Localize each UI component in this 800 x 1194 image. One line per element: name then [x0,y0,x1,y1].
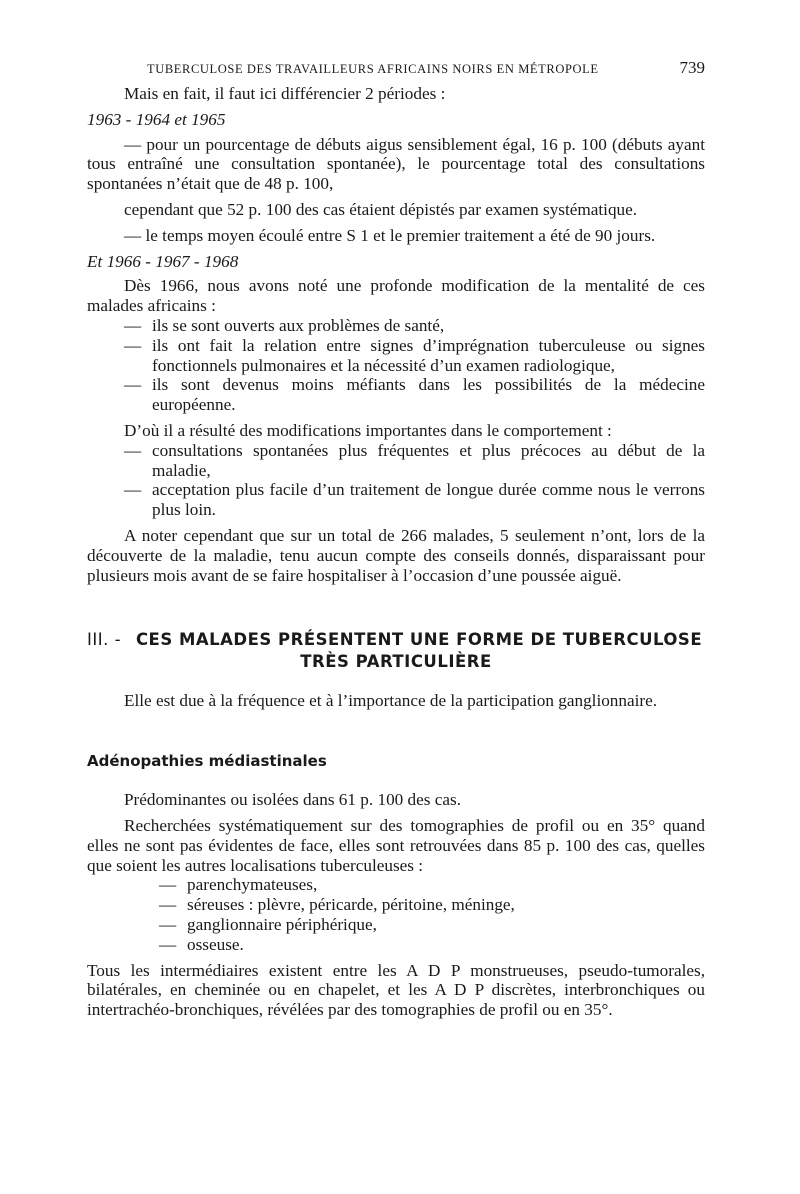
paragraph: cependant que 52 p. 100 des cas étaient dépistés par examen systématique. [124,199,638,219]
running-header [147,58,705,78]
paragraph: — le temps moyen écoulé entre S 1 et le premier traitement a été de 90 jours. [124,225,656,245]
paragraph: Tous les intermédiaires existent entre les A D P monstrueuses, pseudo-tumorales, bilatérales, en cheminée ou en chapelet, et les A D P discrètes, interbronchiques ou intertrachéo-bronchiques, révélées par des tomographies de profil ou en 35°. [87,960,705,1020]
document-page [87,58,705,1020]
paragraph: Recherchées systématiquement sur des tomographies de profil ou en 35° quand elles ne sont pas évidentes de face, elles sont retrouvées dans 85 p. 100 des cas, quelles que soient les autres localisations tuberculeuses : [87,815,705,875]
list-item: — consultations spontanées plus fréquentes et plus précoces au début de la maladie, [124,441,705,481]
page-number: 739 [679,58,705,77]
paragraph: Prédominantes ou isolées dans 61 p. 100 des cas. [124,790,462,810]
section-title-line1: CES MALADES PRÉSENTENT UNE FORME DE TUBERCULOSE [135,630,703,650]
list-item: — acceptation plus facile d’un traitement de longue durée comme nous le verrons plus loin. [124,480,705,520]
paragraph: D’où il a résulté des modifications importantes dans le comportement : [124,420,612,440]
period-heading: Et 1966 - 1967 - 1968 [87,251,239,271]
paragraph: Elle est due à la fréquence et à l’importance de la participation ganglionnaire. [124,691,658,711]
paragraph: Mais en fait, il faut ici différencier 2 périodes : [124,84,446,103]
paragraph: — pour un pourcentage de débuts aigus sensiblement égal, 16 p. 100 (débuts ayant tous entraîné une consultation spontanée), le pourcentage total des consultations spontanées n’était que de 48 p. 100, [87,134,705,194]
dash-list [87,316,705,415]
list-item: — ganglionnaire périphérique, [159,915,705,935]
list-item: — parenchymateuses, [159,875,705,895]
paragraph: A noter cependant que sur un total de 266 malades, 5 seulement n’ont, lors de la découverte de la maladie, tenu aucun compte des conseils donnés, disparaissant pour plusieurs mois avant de se faire hospitaliser à l’occasion d’une poussée aiguë. [87,525,705,585]
list-item: — ils sont devenus moins méfiants dans les possibilités de la médecine européenne. [124,375,705,415]
section-title-line2: TRÈS PARTICULIÈRE [300,652,492,672]
section-heading [87,629,705,673]
dash-list [87,441,705,520]
subsection-heading: Adénopathies médiastinales [87,752,327,771]
section-number: III. - [87,630,122,650]
period-heading: 1963 - 1964 et 1965 [87,109,226,129]
running-title: TUBERCULOSE DES TRAVAILLEURS AFRICAINS NOIRS EN MÉTROPOLE [147,62,599,76]
dash-list [87,875,705,954]
list-item: — osseuse. [159,935,705,955]
list-item: — séreuses : plèvre, péricarde, péritoine, méninge, [159,895,705,915]
paragraph: Dès 1966, nous avons noté une profonde modification de la mentalité de ces malades africains : [87,276,705,316]
list-item: — ils ont fait la relation entre signes d’imprégnation tuberculeuse ou signes fonctionnels pulmonaires et la nécessité d’un examen radiologique, [124,336,705,376]
list-item: — ils se sont ouverts aux problèmes de santé, [124,316,705,336]
